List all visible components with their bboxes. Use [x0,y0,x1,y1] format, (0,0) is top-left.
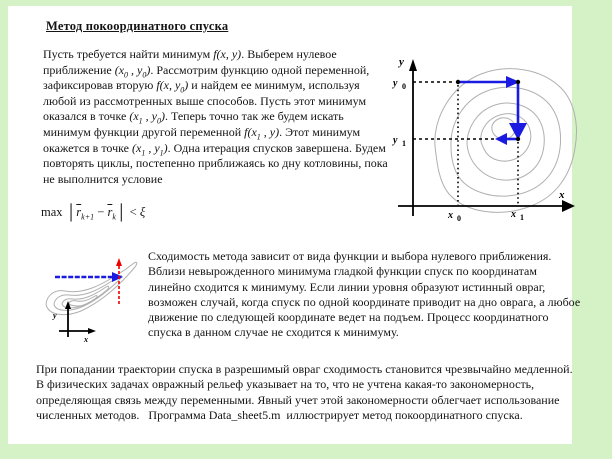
y1-label: y [393,135,398,146]
y-axis-arrowhead [409,59,417,71]
paragraph-method-intro: Пусть требуется найти минимум f(x, y). Выберем нулевое приближение ($x_0$ , $y_0$). Рассмотрим функцию одной переменной, зафиксировав вторую f(x, $y_0$) и найдем ее минимум, используя любой из рассмотренных выше способов. Пусть этот минимум оказался в точке ($x_1$ , $y_0$). Теперь точно так же будем искать минимум функции другой переменной $f(x_1$ , y). Этот минимум окажется в точке ($x_1$ , $y_1$). Одна итерация спусков завершена. Будем повторять циклы, постепенно приближаясь ко дну котловины, пока не выполнится условие [43,47,388,186]
page-title: Метод покоординатного спуска [46,19,229,33]
x0-label-sub: 0 [457,214,461,223]
x-axis-label: x [559,189,565,201]
ravine-y-axis-label: y [53,311,57,320]
ravine-contour-line [54,276,122,311]
descent-along-x-arrowhead [112,272,123,282]
y0-label: y [393,78,398,89]
point-x0-y0 [456,80,460,84]
trajectory-points [456,80,520,141]
slide-paper [8,6,581,444]
ravine-descent-arrow [55,272,123,282]
x0-label: x [448,210,453,221]
ravine-contours [46,262,137,314]
paragraph-ravine-note: При попадании траектории спуска в разрешимый овраг сходимость становится чрезвычайно медленной. В физических задачах овражный рельеф указывает на то, что не учтена какая-то закономерность, определяющая связь между переменными. Явный учет этой закономерности облегчает использование численных методов. Программа Data_sheet5.m иллюстрирует метод покоординатного спуска. [36,362,573,423]
convergence-condition-formula: $\max │\overline{r}_{k+1}$ − $\overline{r}_k│ < \xi$ [41,205,146,222]
y0-label-sub: 0 [402,82,406,91]
y1-label-sub: 1 [402,139,406,148]
ravine-uphill-line [116,258,122,304]
ravine-x-arrowhead [88,328,96,334]
point-x1-y0 [516,80,520,84]
ravine-x-axis-label: x [84,335,88,344]
step3-arrowhead [495,133,507,145]
ravine-diagram [38,254,148,349]
ravine-contour-line [46,262,137,314]
guide-lines [413,82,518,205]
point-x1-y1 [516,137,520,141]
x1-label: x [511,209,516,220]
x-axis-arrowhead [562,200,575,212]
y-axis-label: y [399,56,404,68]
x-axis [398,200,575,212]
paragraph-convergence: Сходимость метода зависит от вида функции и выбора нулевого приближения. Вблизи невырожденного минимума гладкой функции спуск по координатам линейно сходится к минимуму. Если линии уровня образуют истинный овраг, возможен случай, когда спуск по одной координате приводит на дно оврага, а любое движение по следующей координате ведет на подъем. Процесс координатного спуска в данном случае не сходится к минимуму. [148,249,581,340]
contour-descent-diagram [389,48,581,228]
x1-label-sub: 1 [520,213,524,222]
uphill-arrowhead [116,258,122,266]
